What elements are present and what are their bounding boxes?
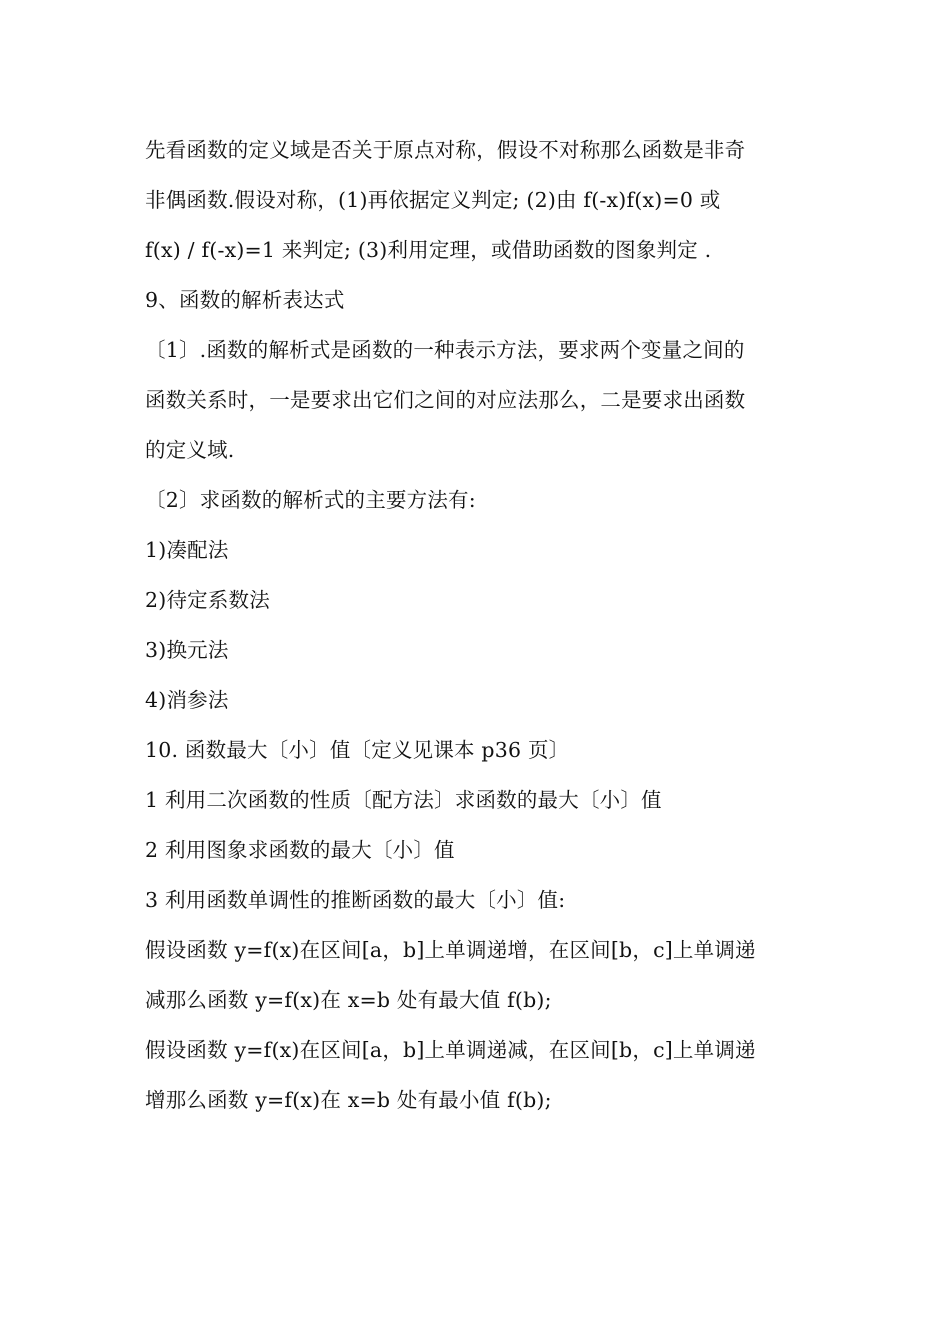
text-line: 〔2〕求函数的解析式的主要方法有:: [145, 488, 476, 512]
document-body: [145, 132, 815, 1132]
list-item: 1 利用二次函数的性质〔配方法〕求函数的最大〔小〕值: [145, 788, 662, 812]
list-item: 1)凑配法: [145, 538, 229, 562]
list-item: 3)换元法: [145, 638, 229, 662]
text-line: f(x) / f(-x)=1 来判定; (3)利用定理，或借助函数的图象判定 .: [145, 238, 712, 262]
list-item: 4)消参法: [145, 688, 229, 712]
text-line: 假设函数 y=f(x)在区间[a，b]上单调递减，在区间[b，c]上单调递: [145, 1038, 756, 1062]
list-item: 2)待定系数法: [145, 588, 270, 612]
text-line: 减那么函数 y=f(x)在 x=b 处有最大值 f(b);: [145, 988, 552, 1012]
text-line: 先看函数的定义域是否关于原点对称，假设不对称那么函数是非奇: [145, 138, 746, 162]
section-heading: 9、函数的解析表达式: [145, 288, 345, 312]
text-line: 的定义域.: [145, 438, 235, 462]
text-line: 假设函数 y=f(x)在区间[a，b]上单调递增，在区间[b，c]上单调递: [145, 938, 756, 962]
text-line: 增那么函数 y=f(x)在 x=b 处有最小值 f(b);: [145, 1088, 552, 1112]
text-line: 函数关系时，一是要求出它们之间的对应法那么，二是要求出函数: [145, 388, 746, 412]
text-line: 非偶函数.假设对称，(1)再依据定义判定; (2)由 f(-x)f(x)=0 或: [145, 188, 721, 212]
text-line: 〔1〕.函数的解析式是函数的一种表示方法，要求两个变量之间的: [145, 338, 745, 362]
list-item: 3 利用函数单调性的推断函数的最大〔小〕值:: [145, 888, 566, 912]
list-item: 2 利用图象求函数的最大〔小〕值: [145, 838, 455, 862]
section-heading: 10. 函数最大〔小〕值〔定义见课本 p36 页〕: [145, 738, 570, 762]
